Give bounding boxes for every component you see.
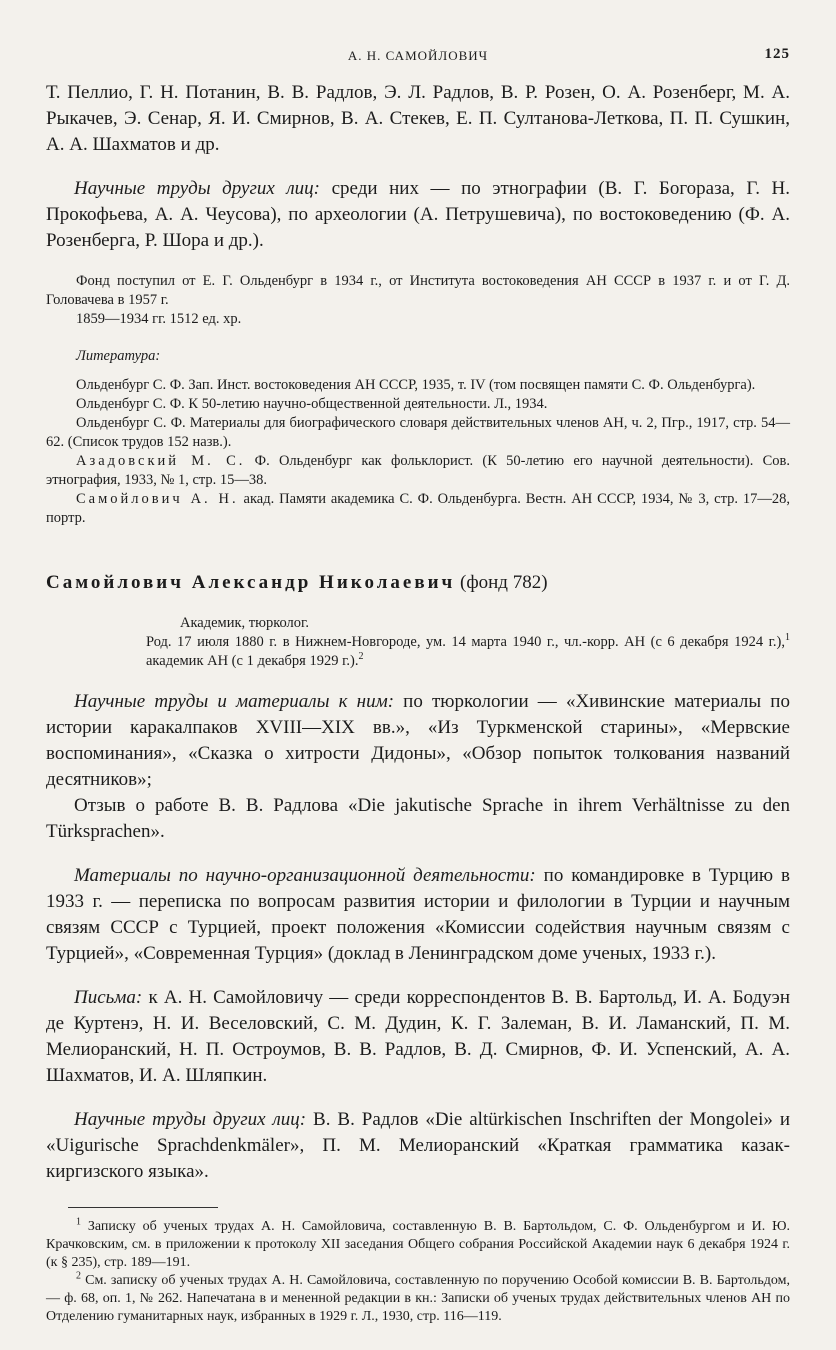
letters-label: Письма:	[74, 987, 143, 1008]
footnotes	[46, 1218, 790, 1326]
literature-author: Ольденбург С. Ф.	[76, 415, 186, 431]
review-paragraph: Отзыв о работе В. В. Радлова «Die jakutische Sprache in ihrem Verhältnisse zu den Türksprachen».	[46, 795, 790, 842]
letters-paragraph	[46, 985, 790, 1089]
others-text: В. В. Радлов «Die altürkischen Inschriften der Mongolei» и «Uigurische Sprachdenkmäler», П. М. Мелиоранский «Краткая грамматика казак-киргизского языка».	[46, 1109, 790, 1182]
literature-text: акад. Памяти академика С. Ф. Ольденбурга. Вестн. АН СССР, 1934, № 3, стр. 17—28, портр.	[46, 491, 790, 526]
footnote-number: 2	[76, 1270, 81, 1282]
other-works-paragraph	[46, 176, 790, 254]
literature-author: Азадовский М. С.	[76, 453, 246, 469]
entry-bio-text: Род. 17 июля 1880 г. в Нижнем-Новгороде, ум. 14 марта 1940 г., чл.-корр. АН (с 6 декабря 1924 г.),	[146, 634, 785, 650]
org-text: по командировке в Турцию в 1933 г. — переписка по вопросам развития истории и филологии в Турции и научным связям СССР с Турцией, проект положения «Комиссии содействия научным связям с Турцией», «Современная Турция» (доклад в Ленинградском доме ученых, 1933 г.).	[46, 865, 790, 964]
literature-text: Зап. Инст. востоковедения АН СССР, 1935, т. IV (том посвящен памяти С. Ф. Ольденбурга).	[184, 377, 756, 393]
footnote-number: 1	[76, 1216, 81, 1228]
running-head-author: А. Н. САМОЙЛОВИЧ	[347, 48, 489, 63]
footnote	[46, 1272, 790, 1326]
literature-text: К 50-летию научно-общественной деятельности. Л., 1934.	[184, 396, 548, 412]
works-text: по тюркологии — «Хивинские материалы по истории каракалпаков XVIII—XIX вв.», «Из Туркменской старины», «Мервские воспоминания», «Сказка о хитрости Дидоны», «Обзор попыток толкования названий десятников»;	[46, 691, 790, 790]
entry-fond: (фонд 782)	[455, 572, 548, 593]
literature-list	[46, 376, 790, 528]
other-works-text: среди них — по этнографии (В. Г. Богораза, Г. Н. Прокофьева, А. А. Чеусова), по археологии (А. Петрушевича), по востоковедению (Ф. А. Розенберга, Р. Шора и др.).	[46, 178, 790, 251]
entry-role: Академик, тюрколог.	[180, 615, 309, 631]
literature-label: Литература:	[76, 348, 161, 364]
literature-item	[46, 376, 790, 395]
letters-text: к А. Н. Самойловичу — среди корреспондентов В. В. Бартольд, И. А. Бодуэн де Куртенэ, Н. И. Веселовский, С. М. Дудин, К. Г. Залеман, В. И. Ламанский, П. М. Мелиоранский, Н. П. Остроумов, В. В. Радлов, В. Д. Смирнов, Ф. И. Успенский, А. А. Шахматов, И. А. Шляпкин.	[46, 987, 790, 1086]
literature-item	[46, 395, 790, 414]
footnote-text: См. записку об ученых трудах А. Н. Самойловича, составленную по поручению Особой комиссии В. В. Бартольдом, — ф. 68, оп. 1, № 262. Напечатана в и мененной редакции в кн.: Записки об ученых трудах действительных членов АН по Отделению гуманитарных наук, избранных в 1929 г. Л., 1930, стр. 116—119.	[46, 1273, 790, 1324]
org-paragraph	[46, 863, 790, 967]
footnote-ref-2[interactable]: 2	[358, 651, 364, 663]
literature-text: Материалы для биографического словаря действительных членов АН, ч. 2, Пгр., 1917, стр. 54—62. (Список трудов 152 назв.).	[46, 415, 791, 450]
entry-bio-text-2: академик АН (с 1 декабря 1929 г.).	[146, 653, 359, 669]
others-paragraph	[46, 1107, 790, 1185]
document-page	[46, 40, 790, 1326]
works-paragraph	[46, 689, 790, 793]
footnote-ref-1[interactable]: 1	[785, 632, 790, 644]
footnote-text: Записку об ученых трудах А. Н. Самойловича, составленную В. В. Бартольдом, С. Ф. Ольденбургом и И. Ю. Крачковским, см. в приложении к протоколу XII заседания Общего собрания Российской Академии наук 6 декабря 1924 г. (к § 235), стр. 189—191.	[46, 1219, 790, 1270]
literature-author: Ольденбург С. Ф.	[76, 396, 185, 412]
literature-author: Ольденбург С. Ф.	[76, 377, 185, 393]
entry-name: Самойлович Александр Николаевич	[46, 572, 456, 593]
names-paragraph: Т. Пеллио, Г. Н. Потанин, В. В. Радлов, Э. Л. Радлов, В. Р. Розен, О. А. Розенберг, М. А. Рыкачев, Э. Сенар, Я. И. Смирнов, В. А. Стекев, Е. П. Султанова-Леткова, П. П. Сушкин, А. А. Шахматов и др.	[46, 82, 790, 155]
fund-info: Фонд поступил от Е. Г. Ольденбург в 1934 г., от Института востоковедения АН СССР в 1937 г. и от Г. Д. Головачева в 1957 г.	[46, 273, 790, 308]
literature-item	[46, 490, 790, 528]
page-number: 125	[764, 46, 790, 62]
others-label: Научные труды других лиц:	[74, 1109, 307, 1130]
other-works-label: Научные труды других лиц:	[74, 178, 321, 199]
entry-bio	[46, 633, 790, 671]
fund-range: 1859—1934 гг. 1512 ед. хр.	[76, 311, 242, 327]
literature-author: Самойлович А. Н.	[76, 491, 239, 507]
entry-heading	[46, 570, 790, 596]
org-label: Материалы по научно-организационной деятельности:	[74, 865, 536, 886]
literature-text: Ф. Ольденбург как фольклорист. (К 50-летию его научной деятельности). Сов. этнография, 1933, № 1, стр. 15—38.	[46, 453, 790, 488]
footnote-divider	[68, 1207, 218, 1208]
literature-item	[46, 452, 790, 490]
footnote	[46, 1218, 790, 1272]
literature-item	[46, 414, 790, 452]
works-label: Научные труды и материалы к ним:	[74, 691, 395, 712]
running-head	[46, 40, 790, 80]
